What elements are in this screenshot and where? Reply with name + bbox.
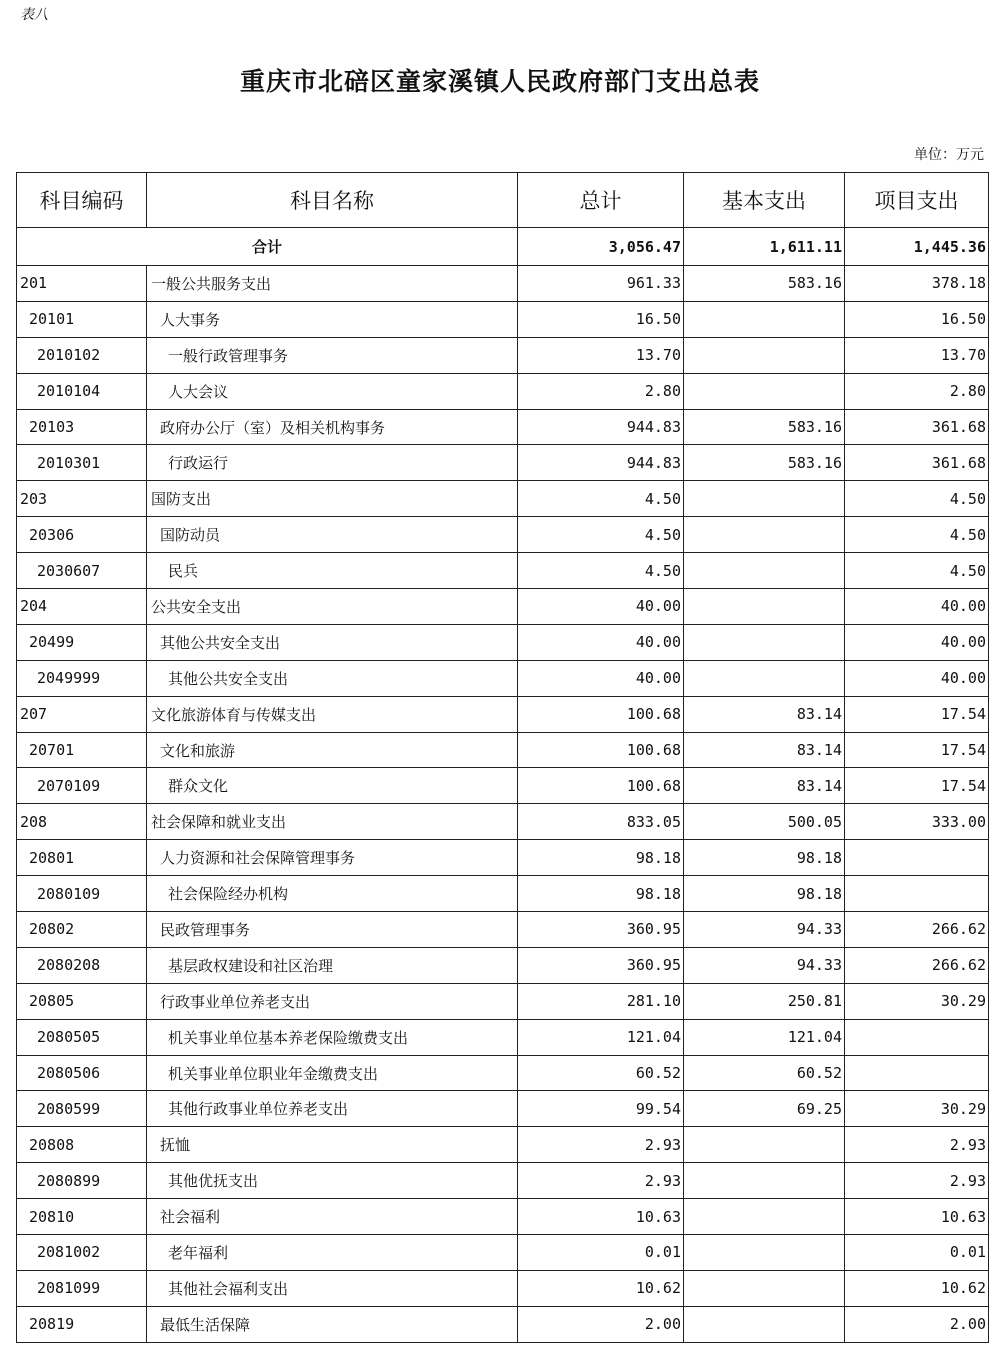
code-cell: 20701 [17,732,147,768]
name-cell: 政府办公厅（室）及相关机构事务 [147,409,518,445]
name-cell: 人大事务 [147,301,518,337]
project-cell: 10.62 [845,1270,989,1306]
project-cell: 0.01 [845,1235,989,1271]
basic-cell: 94.33 [684,947,845,983]
total-basic-cell: 1,611.11 [684,228,845,266]
total-cell: 4.50 [518,481,684,517]
basic-cell: 98.18 [684,876,845,912]
total-project-cell: 1,445.36 [845,228,989,266]
basic-cell [684,1163,845,1199]
header-total: 总计 [518,173,684,228]
code-cell: 203 [17,481,147,517]
table-row [17,1091,989,1127]
total-cell: 4.50 [518,553,684,589]
code-cell: 20805 [17,983,147,1019]
total-cell: 2.00 [518,1306,684,1342]
total-cell: 40.00 [518,660,684,696]
total-sum-cell: 3,056.47 [518,228,684,266]
table-row [17,876,989,912]
total-label: 合计 [17,228,518,266]
project-cell: 4.50 [845,517,989,553]
project-cell [845,840,989,876]
table-row [17,553,989,589]
basic-cell: 98.18 [684,840,845,876]
name-cell: 人力资源和社会保障管理事务 [147,840,518,876]
table-row [17,1235,989,1271]
name-cell: 民政管理事务 [147,912,518,948]
basic-cell: 83.14 [684,696,845,732]
code-cell: 2010104 [17,373,147,409]
header-code: 科目编码 [17,173,147,228]
name-cell: 行政运行 [147,445,518,481]
total-cell: 60.52 [518,1055,684,1091]
project-cell: 361.68 [845,445,989,481]
total-cell: 4.50 [518,517,684,553]
name-cell: 其他社会福利支出 [147,1270,518,1306]
name-cell: 老年福利 [147,1235,518,1271]
code-cell: 20801 [17,840,147,876]
basic-cell [684,1235,845,1271]
basic-cell: 83.14 [684,732,845,768]
total-cell: 10.63 [518,1199,684,1235]
code-cell: 207 [17,696,147,732]
total-cell: 833.05 [518,804,684,840]
total-cell: 98.18 [518,876,684,912]
basic-cell: 583.16 [684,266,845,302]
project-cell [845,1019,989,1055]
name-cell: 国防支出 [147,481,518,517]
code-cell: 2080109 [17,876,147,912]
total-cell: 121.04 [518,1019,684,1055]
project-cell [845,1055,989,1091]
code-cell: 2010301 [17,445,147,481]
table-row [17,1019,989,1055]
total-cell: 360.95 [518,912,684,948]
table-row [17,1306,989,1342]
project-cell: 4.50 [845,481,989,517]
basic-cell [684,660,845,696]
project-cell: 378.18 [845,266,989,302]
table-row [17,1127,989,1163]
header-row [17,173,989,228]
name-cell: 其他公共安全支出 [147,624,518,660]
project-cell: 30.29 [845,1091,989,1127]
total-cell: 99.54 [518,1091,684,1127]
name-cell: 社会福利 [147,1199,518,1235]
name-cell: 群众文化 [147,768,518,804]
basic-cell: 583.16 [684,445,845,481]
header-project: 项目支出 [845,173,989,228]
code-cell: 2080506 [17,1055,147,1091]
project-cell: 4.50 [845,553,989,589]
code-cell: 2080899 [17,1163,147,1199]
code-cell: 2030607 [17,553,147,589]
code-cell: 2010102 [17,337,147,373]
project-cell: 17.54 [845,696,989,732]
basic-cell [684,301,845,337]
project-cell: 266.62 [845,912,989,948]
total-cell: 2.93 [518,1127,684,1163]
project-cell: 17.54 [845,732,989,768]
total-cell: 40.00 [518,589,684,625]
table-row [17,696,989,732]
project-cell: 361.68 [845,409,989,445]
basic-cell: 500.05 [684,804,845,840]
name-cell: 其他行政事业单位养老支出 [147,1091,518,1127]
project-cell: 2.00 [845,1306,989,1342]
code-cell: 20802 [17,912,147,948]
total-cell: 944.83 [518,409,684,445]
table-row [17,589,989,625]
total-cell: 100.68 [518,732,684,768]
basic-cell [684,337,845,373]
table-row [17,301,989,337]
total-cell: 10.62 [518,1270,684,1306]
basic-cell: 250.81 [684,983,845,1019]
code-cell: 2049999 [17,660,147,696]
header-name: 科目名称 [147,173,518,228]
code-cell: 20103 [17,409,147,445]
name-cell: 行政事业单位养老支出 [147,983,518,1019]
code-cell: 20808 [17,1127,147,1163]
code-cell: 204 [17,589,147,625]
name-cell: 最低生活保障 [147,1306,518,1342]
project-cell: 333.00 [845,804,989,840]
project-cell [845,876,989,912]
basic-cell [684,1127,845,1163]
code-cell: 208 [17,804,147,840]
code-cell: 2081099 [17,1270,147,1306]
table-row [17,409,989,445]
name-cell: 其他优抚支出 [147,1163,518,1199]
code-cell: 20819 [17,1306,147,1342]
basic-cell: 69.25 [684,1091,845,1127]
total-cell: 2.93 [518,1163,684,1199]
total-cell: 100.68 [518,696,684,732]
basic-cell [684,373,845,409]
table-number-label: 表八 [20,7,48,23]
total-cell: 360.95 [518,947,684,983]
name-cell: 机关事业单位职业年金缴费支出 [147,1055,518,1091]
name-cell: 民兵 [147,553,518,589]
name-cell: 抚恤 [147,1127,518,1163]
project-cell: 16.50 [845,301,989,337]
basic-cell [684,1306,845,1342]
name-cell: 社会保障和就业支出 [147,804,518,840]
name-cell: 文化和旅游 [147,732,518,768]
code-cell: 2081002 [17,1235,147,1271]
basic-cell [684,481,845,517]
basic-cell: 83.14 [684,768,845,804]
total-cell: 98.18 [518,840,684,876]
table-row [17,983,989,1019]
project-cell: 30.29 [845,983,989,1019]
name-cell: 基层政权建设和社区治理 [147,947,518,983]
project-cell: 17.54 [845,768,989,804]
table-row [17,804,989,840]
name-cell: 其他公共安全支出 [147,660,518,696]
name-cell: 一般行政管理事务 [147,337,518,373]
project-cell: 13.70 [845,337,989,373]
basic-cell: 583.16 [684,409,845,445]
table-row [17,947,989,983]
table-row [17,445,989,481]
code-cell: 20499 [17,624,147,660]
code-cell: 20101 [17,301,147,337]
basic-cell: 121.04 [684,1019,845,1055]
total-cell: 281.10 [518,983,684,1019]
name-cell: 机关事业单位基本养老保险缴费支出 [147,1019,518,1055]
code-cell: 201 [17,266,147,302]
total-cell: 0.01 [518,1235,684,1271]
basic-cell [684,589,845,625]
table-row [17,337,989,373]
table-row [17,1270,989,1306]
total-row [17,228,989,266]
basic-cell [684,517,845,553]
header-basic: 基本支出 [684,173,845,228]
table-row [17,373,989,409]
total-cell: 16.50 [518,301,684,337]
table-row [17,732,989,768]
project-cell: 266.62 [845,947,989,983]
table-row [17,624,989,660]
table-row [17,1199,989,1235]
table-row [17,660,989,696]
project-cell: 10.63 [845,1199,989,1235]
total-cell: 2.80 [518,373,684,409]
basic-cell: 94.33 [684,912,845,948]
project-cell: 2.93 [845,1163,989,1199]
basic-cell [684,553,845,589]
page-title: 重庆市北碚区童家溪镇人民政府部门支出总表 [239,67,760,96]
code-cell: 20810 [17,1199,147,1235]
total-cell: 961.33 [518,266,684,302]
name-cell: 公共安全支出 [147,589,518,625]
code-cell: 2080505 [17,1019,147,1055]
table-row [17,481,989,517]
code-cell: 20306 [17,517,147,553]
total-cell: 944.83 [518,445,684,481]
name-cell: 文化旅游体育与传媒支出 [147,696,518,732]
table-row [17,840,989,876]
project-cell: 40.00 [845,589,989,625]
unit-label: 单位：万元 [914,147,984,163]
code-cell: 2080208 [17,947,147,983]
code-cell: 2070109 [17,768,147,804]
table-row [17,1163,989,1199]
total-cell: 100.68 [518,768,684,804]
basic-cell [684,1199,845,1235]
project-cell: 2.80 [845,373,989,409]
total-cell: 13.70 [518,337,684,373]
project-cell: 40.00 [845,660,989,696]
project-cell: 40.00 [845,624,989,660]
table-row [17,768,989,804]
basic-cell [684,1270,845,1306]
table-row [17,912,989,948]
table-row [17,266,989,302]
total-cell: 40.00 [518,624,684,660]
name-cell: 一般公共服务支出 [147,266,518,302]
project-cell: 2.93 [845,1127,989,1163]
name-cell: 人大会议 [147,373,518,409]
table-row [17,517,989,553]
code-cell: 2080599 [17,1091,147,1127]
name-cell: 社会保险经办机构 [147,876,518,912]
table-row [17,1055,989,1091]
name-cell: 国防动员 [147,517,518,553]
basic-cell: 60.52 [684,1055,845,1091]
basic-cell [684,624,845,660]
expenditure-table [16,172,989,1343]
